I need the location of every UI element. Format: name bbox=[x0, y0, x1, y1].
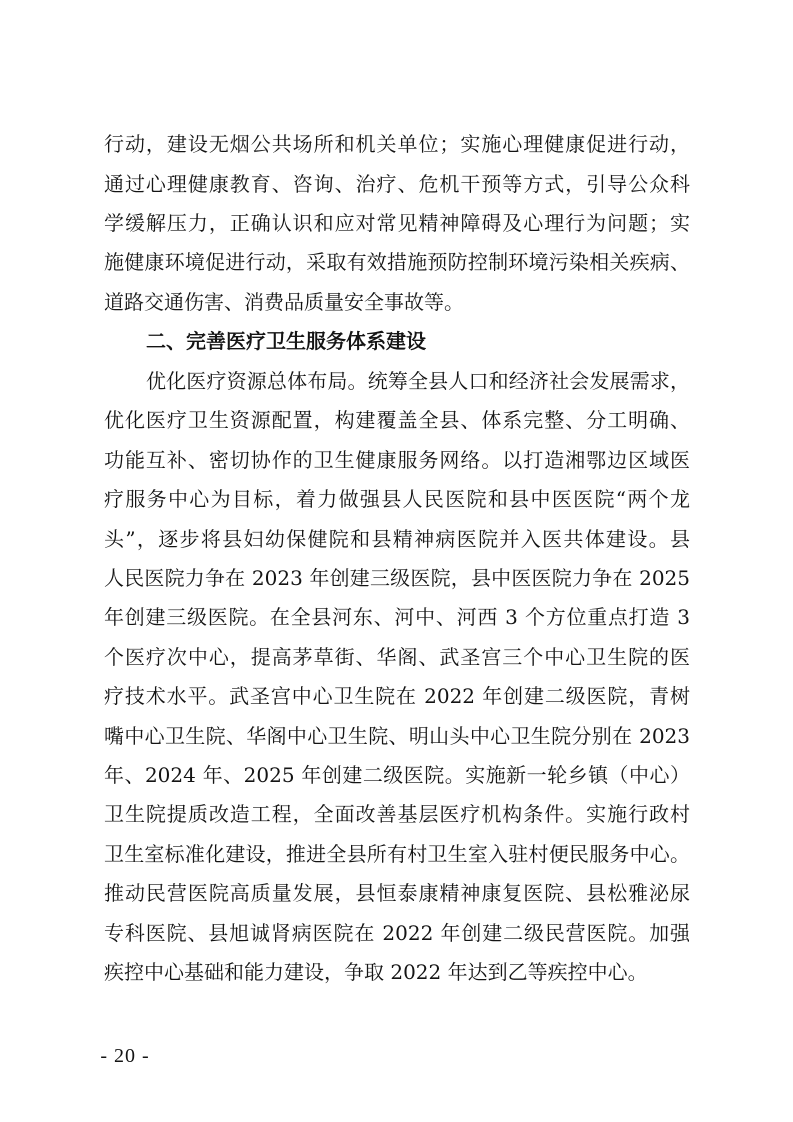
paragraph-line: 优化医疗资源总体布局。统筹全县人口和经济社会发展需求， bbox=[146, 369, 690, 393]
section-heading: 二、完善医疗卫生服务体系建设 bbox=[146, 329, 426, 353]
paragraph-line: 个医疗次中心，提高茅草街、华阁、武圣宫三个中心卫生院的医 bbox=[104, 645, 690, 669]
paragraph-line: 道路交通伤害、消费品质量安全事故等。 bbox=[104, 290, 464, 314]
paragraph-line: 嘴中心卫生院、华阁中心卫生院、明山头中心卫生院分别在 2023 bbox=[104, 724, 690, 748]
paragraph-line: 疾控中心基础和能力建设，争取 2022 年达到乙等疾控中心。 bbox=[104, 960, 648, 984]
paragraph-line: 功能互补、密切协作的卫生健康服务网络。以打造湘鄂边区域医 bbox=[104, 448, 690, 472]
paragraph-line: 行动，建设无烟公共场所和机关单位；实施心理健康促进行动， bbox=[104, 132, 690, 156]
paragraph-line: 年创建三级医院。在全县河东、河中、河西 3 个方位重点打造 3 bbox=[104, 605, 690, 629]
paragraph-line: 优化医疗卫生资源配置，构建覆盖全县、体系完整、分工明确、 bbox=[104, 408, 690, 432]
paragraph-line: 推动民营医院高质量发展，县恒泰康精神康复医院、县松雅泌尿 bbox=[104, 881, 690, 905]
paragraph-line: 通过心理健康教育、咨询、治疗、危机干预等方式，引导公众科 bbox=[104, 172, 690, 196]
paragraph-line: 疗服务中心为目标，着力做强县人民医院和县中医医院“两个龙 bbox=[104, 487, 690, 511]
paragraph-line: 施健康环境促进行动，采取有效措施预防控制环境污染相关疾病、 bbox=[104, 250, 690, 274]
page-number: - 20 - bbox=[100, 1045, 150, 1067]
paragraph-line: 卫生院提质改造工程，全面改善基层医疗机构条件。实施行政村 bbox=[104, 802, 690, 826]
paragraph-line: 卫生室标准化建设，推进全县所有村卫生室入驻村便民服务中心。 bbox=[104, 842, 690, 866]
paragraph-line: 疗技术水平。武圣宫中心卫生院在 2022 年创建二级医院，青树 bbox=[104, 684, 690, 708]
paragraph-line: 专科医院、县旭诚肾病医院在 2022 年创建二级民营医院。加强 bbox=[104, 921, 690, 945]
paragraph-line: 年、2024 年、2025 年创建二级医院。实施新一轮乡镇（中心） bbox=[104, 763, 690, 787]
paragraph-line: 人民医院力争在 2023 年创建三级医院，县中医医院力争在 2025 bbox=[104, 566, 690, 590]
paragraph-line: 头”，逐步将县妇幼保健院和县精神病医院并入医共体建设。县 bbox=[104, 527, 690, 551]
paragraph-line: 学缓解压力，正确认识和应对常见精神障碍及心理行为问题；实 bbox=[104, 211, 690, 235]
